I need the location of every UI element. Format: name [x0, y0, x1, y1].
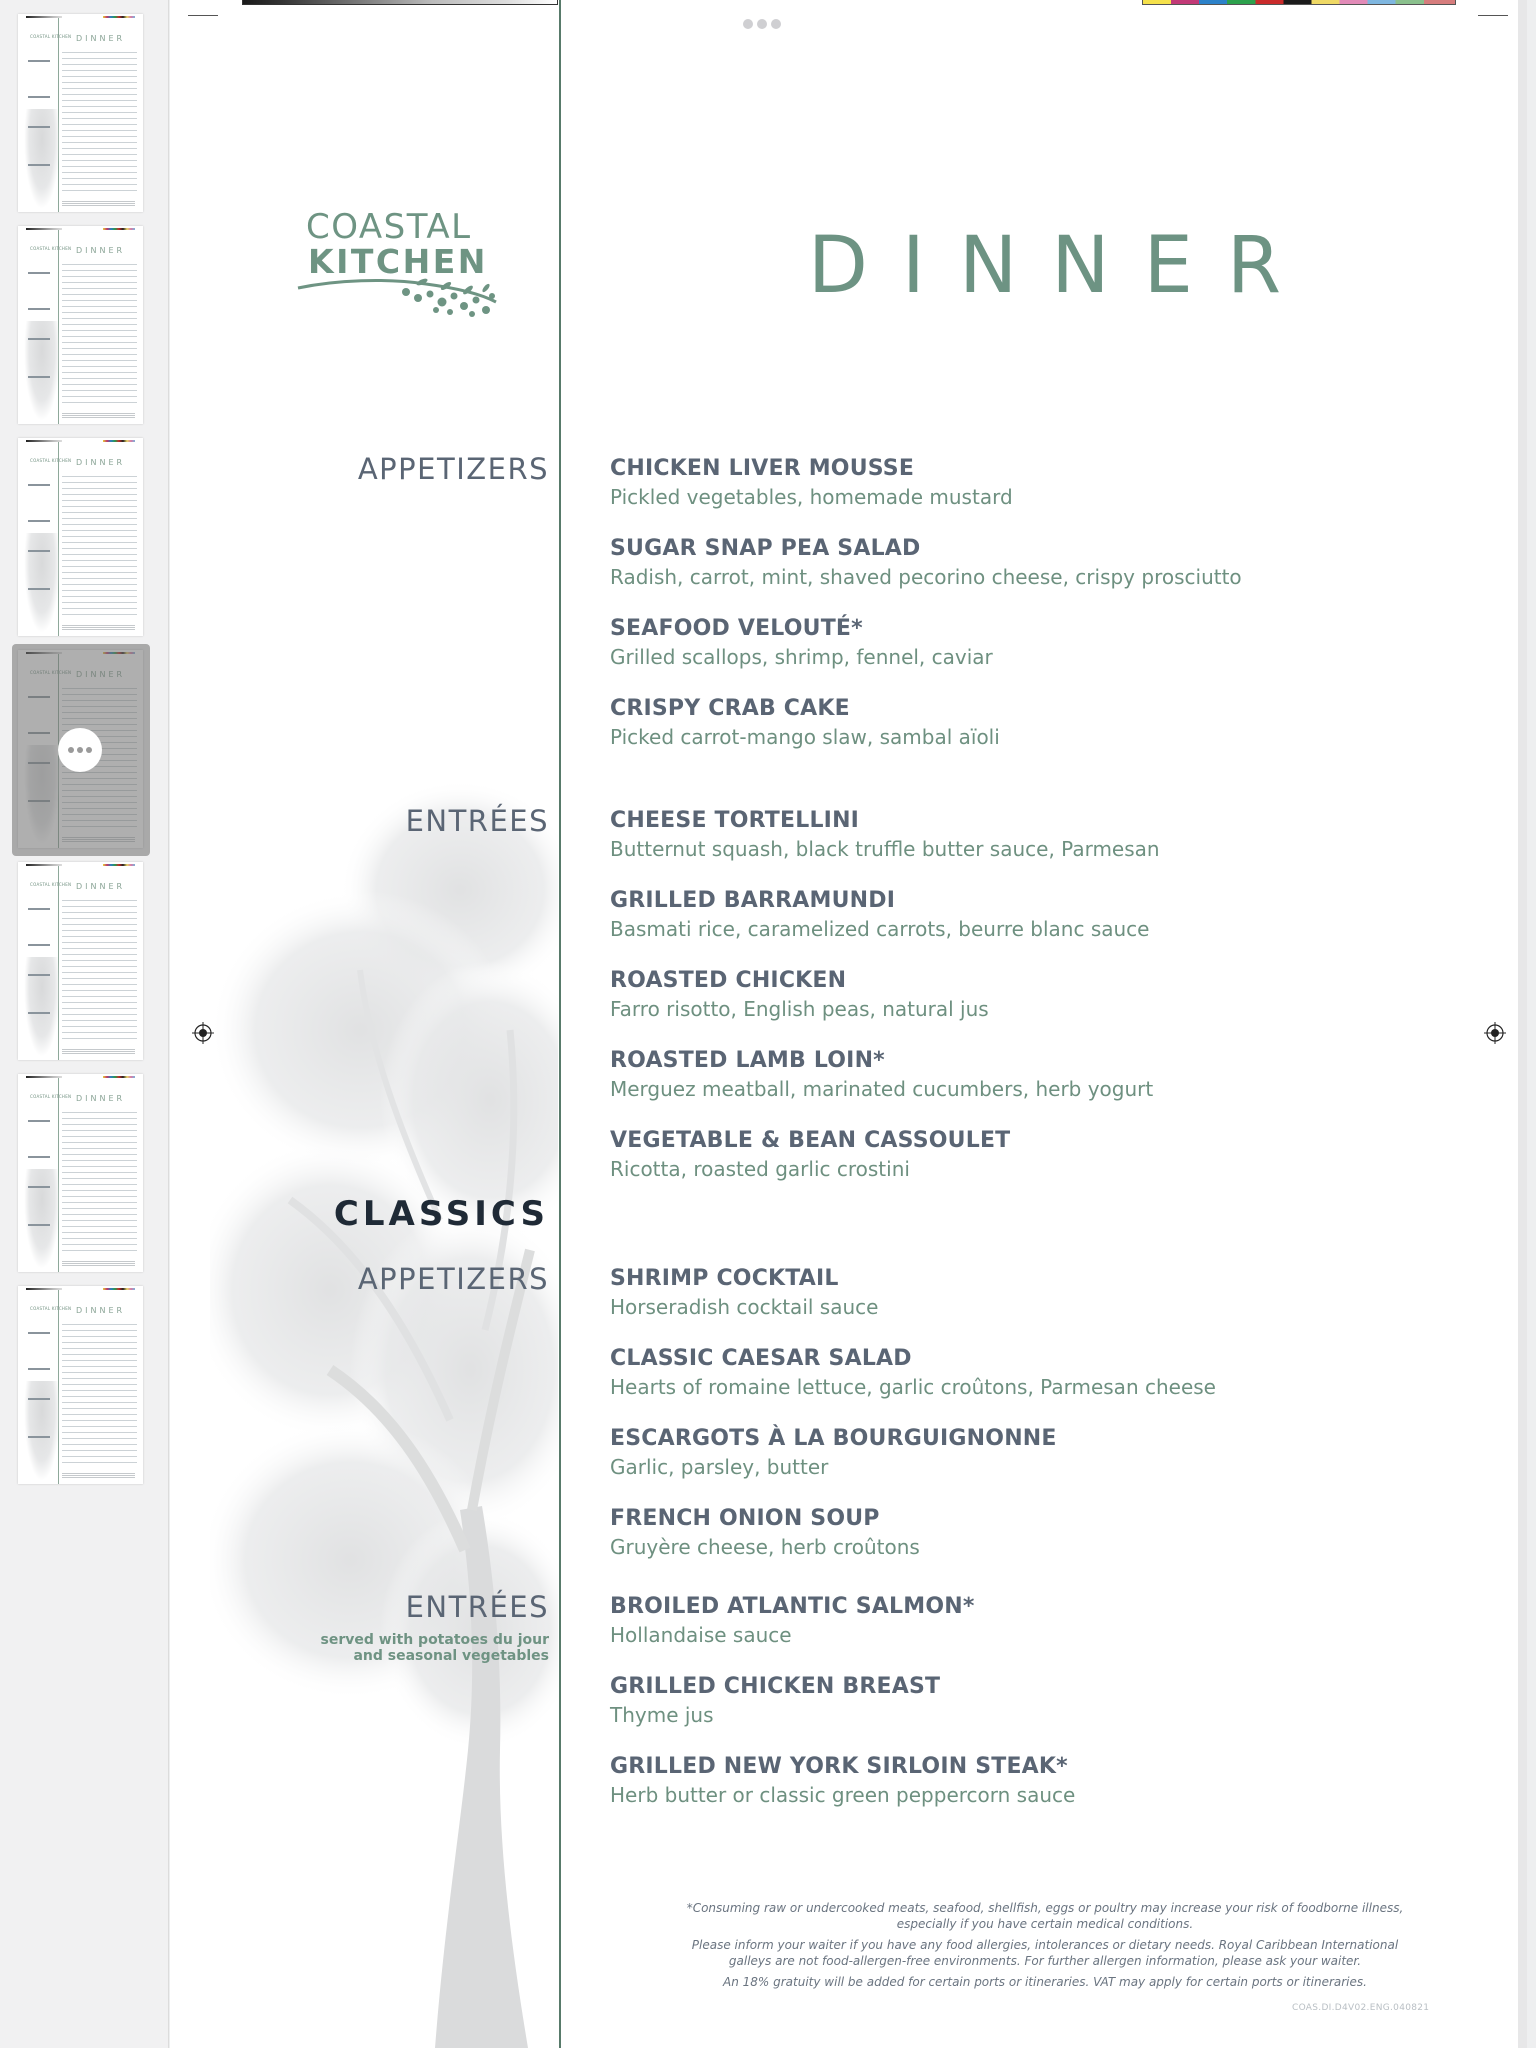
thumbnail-logo: COASTAL KITCHEN	[30, 882, 72, 887]
menu-item-description: Hollandaise sauce	[610, 1623, 792, 1647]
page-thumbnail-sidebar	[0, 0, 169, 2048]
menu-item	[610, 1344, 1480, 1401]
coastal-kitchen-logo	[296, 207, 496, 281]
disclaimer-gratuity: An 18% gratuity will be added for certain ports or itineraries. VAT may apply for certain ports or itineraries.	[723, 1975, 1367, 1989]
menu-item-description: Merguez meatball, marinated cucumbers, herb yogurt	[610, 1077, 1154, 1101]
page-thumbnail-5[interactable]	[18, 862, 143, 1060]
menu-item-name: SHRIMP COCKTAIL	[610, 1266, 839, 1291]
page-thumbnail-7[interactable]	[18, 1286, 143, 1484]
crop-mark	[1478, 15, 1508, 16]
menu-item	[610, 1264, 1480, 1321]
menu-item-name: FRENCH ONION SOUP	[610, 1506, 880, 1531]
classics-heading-appetizers: APPETIZERS	[357, 1262, 549, 1296]
menu-item-name: CRISPY CRAB CAKE	[610, 696, 850, 721]
more-dot-icon	[86, 747, 92, 753]
menu-item-name: BROILED ATLANTIC SALMON*	[610, 1594, 975, 1619]
menu-item-name: ESCARGOTS À LA BOURGUIGNONNE	[610, 1426, 1057, 1451]
logo-text-top: COASTAL	[306, 207, 472, 247]
menu-item-name: GRILLED BARRAMUNDI	[610, 888, 896, 913]
thumbnail-title: DINNER	[76, 1094, 126, 1103]
vertical-scrollbar[interactable]	[1518, 0, 1527, 2048]
menu-item-description: Grilled scallops, shrimp, fennel, caviar	[610, 645, 993, 669]
appetizers-list	[610, 454, 1480, 774]
menu-page	[170, 0, 1527, 2048]
menu-item-name: CHICKEN LIVER MOUSSE	[610, 456, 915, 481]
registration-mark-icon	[1484, 1022, 1506, 1044]
more-dot-icon	[68, 747, 74, 753]
classics-appetizers-list	[610, 1264, 1480, 1584]
menu-item-description: Ricotta, roasted garlic crostini	[610, 1157, 910, 1181]
menu-item-name: CHEESE TORTELLINI	[610, 808, 860, 833]
page-thumbnail-2[interactable]	[18, 226, 143, 424]
more-dot-icon	[77, 747, 83, 753]
page-thumbnail-1[interactable]	[18, 14, 143, 212]
thumbnail-title: DINNER	[76, 246, 126, 255]
disclaimer	[610, 1900, 1480, 1995]
crop-mark	[188, 15, 218, 16]
color-calibration-bar	[1142, 0, 1456, 5]
tree-illustration	[210, 770, 558, 2048]
menu-item	[610, 454, 1480, 511]
entrees-side-note: served with potatoes du jour and seasonal vegetables	[320, 1632, 549, 1664]
menu-item-description: Gruyère cheese, herb croûtons	[610, 1535, 920, 1559]
document-code: COAS.DI.D4V02.ENG.040821	[1292, 2003, 1430, 2013]
thumbnail-logo: COASTAL KITCHEN	[30, 246, 72, 251]
thumbnail-logo: COASTAL KITCHEN	[30, 34, 72, 39]
classics-heading-entrees: ENTRÉES	[405, 1590, 549, 1624]
menu-item	[610, 1424, 1480, 1481]
thumbnail-logo: COASTAL KITCHEN	[30, 1306, 72, 1311]
menu-item	[610, 534, 1480, 591]
menu-item-description: Garlic, parsley, butter	[610, 1455, 829, 1479]
disclaimer-consumption: *Consuming raw or undercooked meats, seafood, shellfish, eggs or poultry may increase your risk of foodborne illness, especially if you have certain medical conditions.	[686, 1901, 1404, 1931]
menu-item-description: Thyme jus	[610, 1703, 714, 1727]
thumbnail-title: DINNER	[76, 882, 126, 891]
menu-item-name: GRILLED CHICKEN BREAST	[610, 1674, 941, 1699]
menu-item-description: Radish, carrot, mint, shaved pecorino cheese, crispy prosciutto	[610, 565, 1242, 589]
menu-item-description: Butternut squash, black truffle butter sauce, Parmesan	[610, 837, 1160, 861]
thumbnail-more-options-button[interactable]	[58, 728, 102, 772]
section-heading-appetizers: APPETIZERS	[357, 452, 549, 486]
grayscale-calibration-bar	[242, 0, 558, 5]
classics-entrees-list	[610, 1592, 1480, 1832]
menu-item-name: VEGETABLE & BEAN CASSOULET	[610, 1128, 1011, 1153]
menu-item	[610, 694, 1480, 751]
menu-item	[610, 1504, 1480, 1561]
menu-item-name: SEAFOOD VELOUTÉ*	[610, 616, 863, 641]
menu-item	[610, 1592, 1480, 1649]
disclaimer-allergen: Please inform your waiter if you have any food allergies, intolerances or dietary needs. Royal Caribbean International galleys are not food-allergen-free environments. For further allergen information, please ask your waiter.	[691, 1938, 1399, 1968]
menu-item-name: CLASSIC CAESAR SALAD	[610, 1346, 912, 1371]
menu-item	[610, 806, 1480, 863]
menu-item-name: ROASTED CHICKEN	[610, 968, 847, 993]
menu-item	[610, 1046, 1480, 1103]
thumbnail-title: DINNER	[76, 34, 126, 43]
classics-heading: CLASSICS	[333, 1194, 549, 1234]
menu-item-description: Farro risotto, English peas, natural jus	[610, 997, 989, 1021]
menu-item-description: Horseradish cocktail sauce	[610, 1295, 879, 1319]
vine-logo-icon	[296, 254, 506, 324]
menu-item-name: SUGAR SNAP PEA SALAD	[610, 536, 921, 561]
menu-item	[610, 1126, 1480, 1183]
menu-item	[610, 886, 1480, 943]
section-heading-entrees: ENTRÉES	[405, 804, 549, 838]
menu-item-description: Pickled vegetables, homemade mustard	[610, 485, 1013, 509]
thumbnail-title: DINNER	[76, 458, 126, 467]
menu-item-description: Basmati rice, caramelized carrots, beurre blanc sauce	[610, 917, 1150, 941]
page-thumbnail-6[interactable]	[18, 1074, 143, 1272]
menu-item	[610, 614, 1480, 671]
menu-item	[610, 966, 1480, 1023]
page-options-icon[interactable]	[743, 19, 781, 29]
thumbnail-title: DINNER	[76, 1306, 126, 1315]
menu-item-description: Herb butter or classic green peppercorn sauce	[610, 1783, 1076, 1807]
menu-item-name: ROASTED LAMB LOIN*	[610, 1048, 885, 1073]
menu-title: DINNER	[807, 221, 1316, 311]
vertical-divider	[559, 0, 561, 2048]
menu-item	[610, 1672, 1480, 1729]
thumbnail-logo: COASTAL KITCHEN	[30, 458, 72, 463]
menu-item-description: Hearts of romaine lettuce, garlic croûtons, Parmesan cheese	[610, 1375, 1216, 1399]
menu-item-name: GRILLED NEW YORK SIRLOIN STEAK*	[610, 1754, 1068, 1779]
page-thumbnail-3[interactable]	[18, 438, 143, 636]
thumbnail-logo: COASTAL KITCHEN	[30, 1094, 72, 1099]
logo-text-bottom: KITCHEN	[308, 242, 488, 281]
menu-item-description: Picked carrot-mango slaw, sambal aïoli	[610, 725, 1000, 749]
entrees-list	[610, 806, 1480, 1206]
menu-item	[610, 1752, 1480, 1809]
